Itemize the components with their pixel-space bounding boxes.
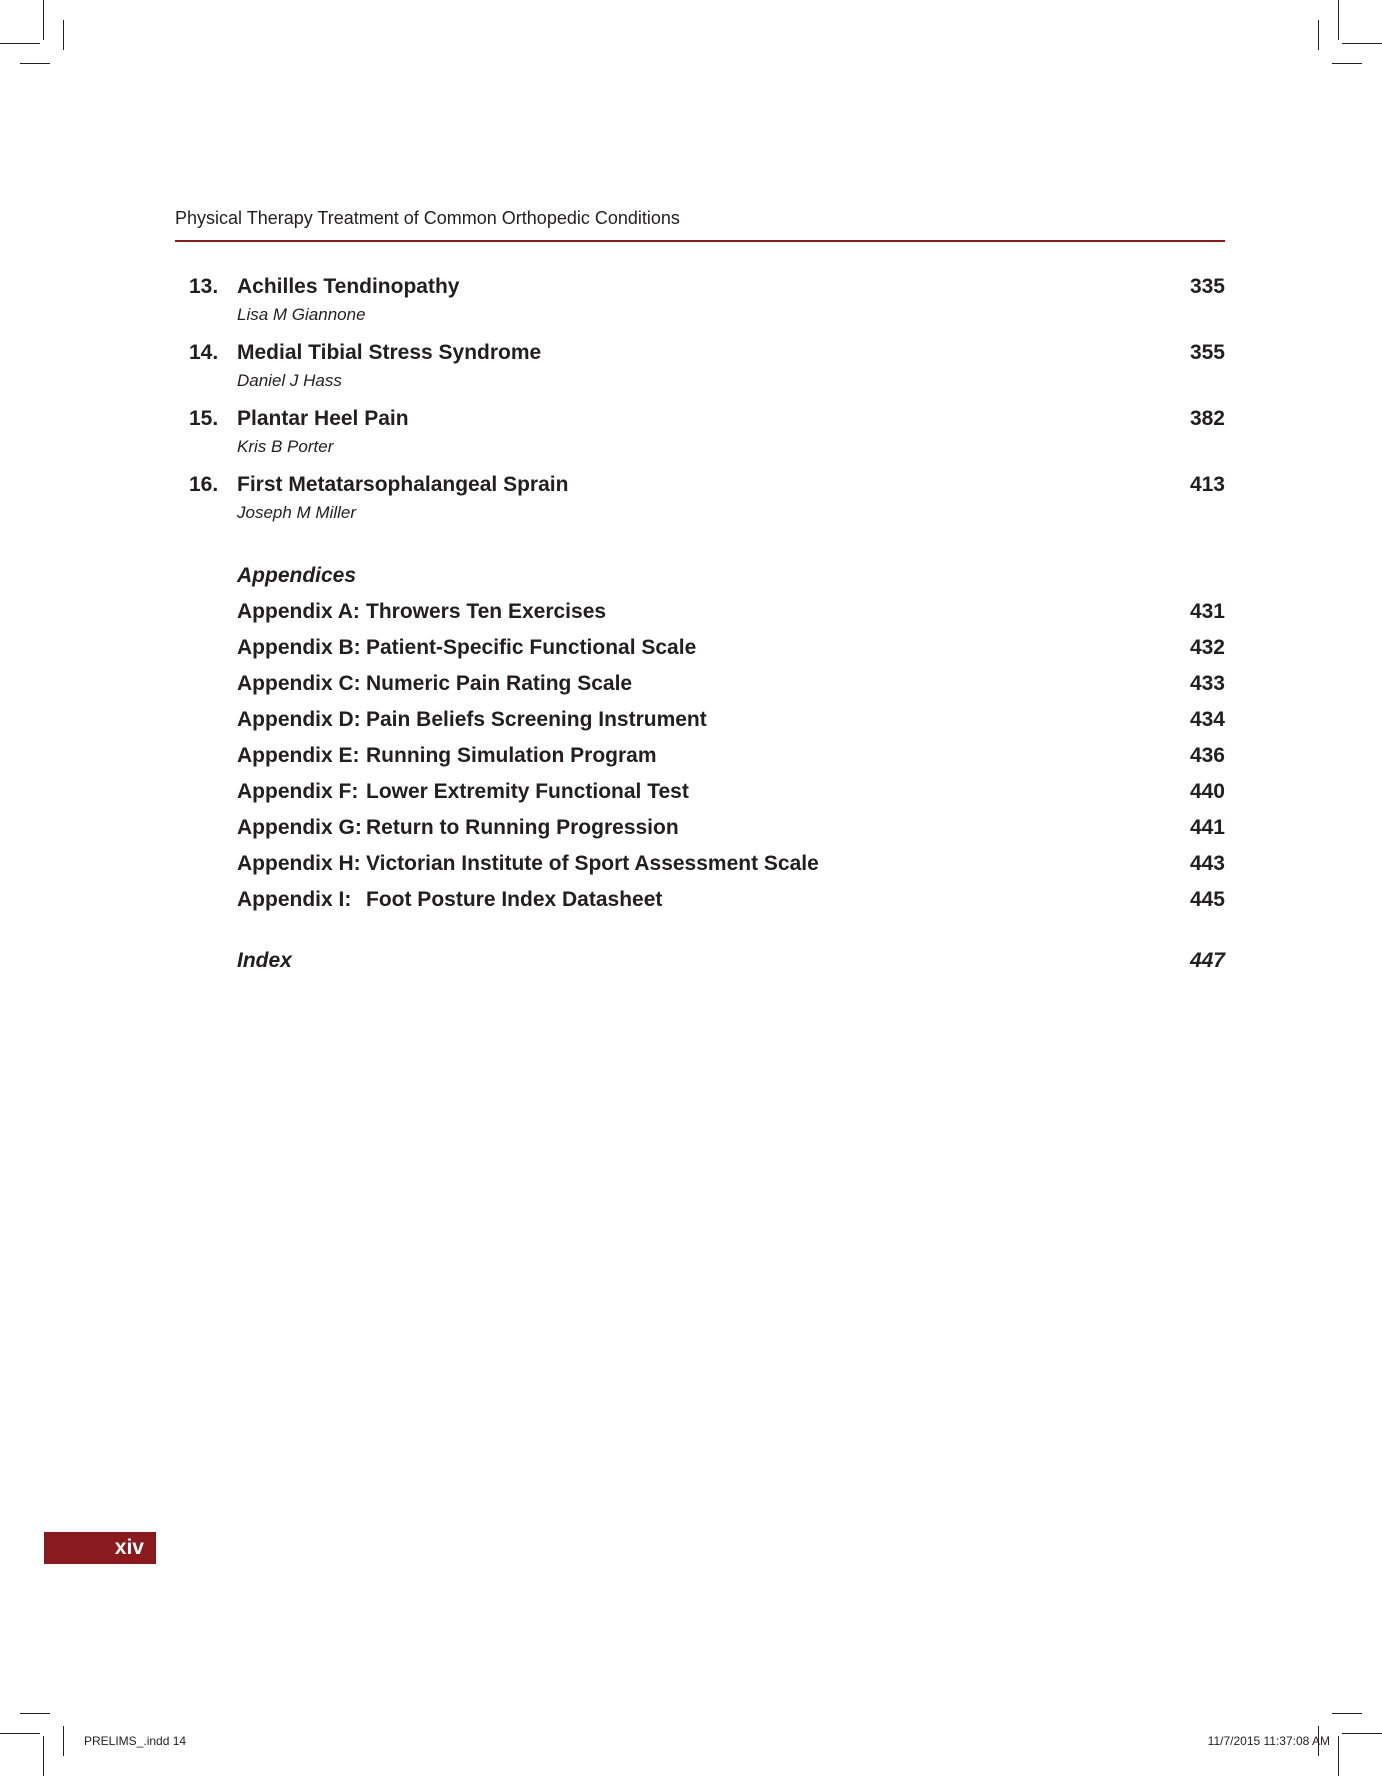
folio-page-number: xiv [114, 1536, 144, 1559]
appendix-page-number: 441 [1189, 816, 1225, 839]
appendix-page-number: 436 [1189, 744, 1225, 767]
crop-mark [63, 1726, 64, 1756]
appendix-title: Patient-Specific Functional Scale [366, 636, 697, 659]
crop-mark [1332, 1713, 1362, 1714]
appendix-label: Appendix H: [237, 852, 361, 875]
slug-timestamp: 11/7/2015 11:37:08 AM [1207, 1734, 1330, 1748]
index-page-number: 447 [1189, 949, 1225, 972]
crop-mark [20, 1713, 50, 1714]
chapter-title: Plantar Heel Pain [237, 407, 409, 430]
crop-mark [1338, 1736, 1339, 1776]
chapter-page-number: 382 [1189, 407, 1225, 430]
appendix-label: Appendix B: [237, 636, 361, 659]
appendix-title: Throwers Ten Exercises [366, 600, 607, 623]
appendix-page-number: 445 [1189, 888, 1225, 911]
crop-mark [1318, 20, 1319, 50]
crop-mark [1342, 1733, 1382, 1734]
chapter-page-number: 413 [1189, 473, 1225, 496]
running-head: Physical Therapy Treatment of Common Orthopedic Conditions [175, 208, 680, 228]
appendix-label: Appendix E: [237, 744, 360, 767]
toc-index-entry[interactable] [237, 949, 1225, 979]
crop-mark [63, 20, 64, 50]
appendix-page-number: 434 [1189, 708, 1225, 731]
chapter-author: Lisa M Giannone [237, 305, 366, 324]
appendices-heading: Appendices [237, 564, 357, 587]
chapter-number: 14. [189, 341, 219, 364]
appendix-label: Appendix G: [237, 816, 362, 839]
chapter-title: First Metatarsophalangeal Sprain [237, 473, 569, 496]
toc-chapter-entry[interactable] [175, 404, 1225, 470]
chapter-title: Achilles Tendinopathy [237, 275, 460, 298]
index-label: Index [237, 949, 292, 972]
chapter-number: 15. [189, 407, 219, 430]
toc-appendix-entry[interactable] [237, 816, 1225, 852]
appendix-label: Appendix D: [237, 708, 361, 731]
toc-appendix-entry[interactable] [237, 708, 1225, 744]
crop-mark [20, 63, 50, 64]
appendix-title: Return to Running Progression [366, 816, 679, 839]
appendix-list [237, 600, 1225, 924]
crop-mark [1332, 63, 1362, 64]
crop-mark [1338, 0, 1339, 40]
toc-appendix-entry[interactable] [237, 600, 1225, 636]
appendix-label: Appendix C: [237, 672, 361, 695]
toc-chapter-entry[interactable] [175, 338, 1225, 404]
appendix-page-number: 431 [1189, 600, 1225, 623]
toc-chapter-entry[interactable] [175, 272, 1225, 338]
crop-mark [0, 1733, 40, 1734]
appendix-page-number: 432 [1189, 636, 1225, 659]
appendix-page-number: 440 [1189, 780, 1225, 803]
slug-file-name: PRELIMS_.indd 14 [84, 1734, 187, 1748]
appendix-title: Foot Posture Index Datasheet [366, 888, 663, 911]
crop-mark [0, 43, 40, 44]
chapter-page-number: 355 [1189, 341, 1225, 364]
appendix-label: Appendix A: [237, 600, 360, 623]
crop-mark [1342, 43, 1382, 44]
chapter-number: 16. [189, 473, 219, 496]
toc-appendix-entry[interactable] [237, 780, 1225, 816]
appendix-title: Pain Beliefs Screening Instrument [366, 708, 707, 731]
crop-mark [43, 1736, 44, 1776]
appendix-label: Appendix I: [237, 888, 352, 911]
header-rule [175, 240, 1225, 242]
chapter-author: Daniel J Hass [237, 371, 342, 390]
appendix-page-number: 443 [1189, 852, 1225, 875]
chapter-author: Kris B Porter [237, 437, 334, 456]
table-of-contents [175, 272, 1225, 536]
chapter-author: Joseph M Miller [237, 503, 357, 522]
crop-mark [43, 0, 44, 40]
folio-tab [44, 1532, 156, 1564]
appendix-label: Appendix F: [237, 780, 359, 803]
toc-appendix-entry[interactable] [237, 852, 1225, 888]
toc-appendix-entry[interactable] [237, 888, 1225, 924]
appendix-title: Running Simulation Program [366, 744, 657, 767]
appendix-title: Numeric Pain Rating Scale [366, 672, 633, 695]
chapter-number: 13. [189, 275, 219, 298]
toc-appendix-entry[interactable] [237, 672, 1225, 708]
appendix-page-number: 433 [1189, 672, 1225, 695]
toc-appendix-entry[interactable] [237, 744, 1225, 780]
toc-chapter-entry[interactable] [175, 470, 1225, 536]
appendix-title: Lower Extremity Functional Test [366, 780, 689, 803]
toc-appendix-entry[interactable] [237, 636, 1225, 672]
chapter-page-number: 335 [1189, 275, 1225, 298]
appendix-title: Victorian Institute of Sport Assessment Scale [366, 852, 819, 875]
chapter-title: Medial Tibial Stress Syndrome [237, 341, 542, 364]
